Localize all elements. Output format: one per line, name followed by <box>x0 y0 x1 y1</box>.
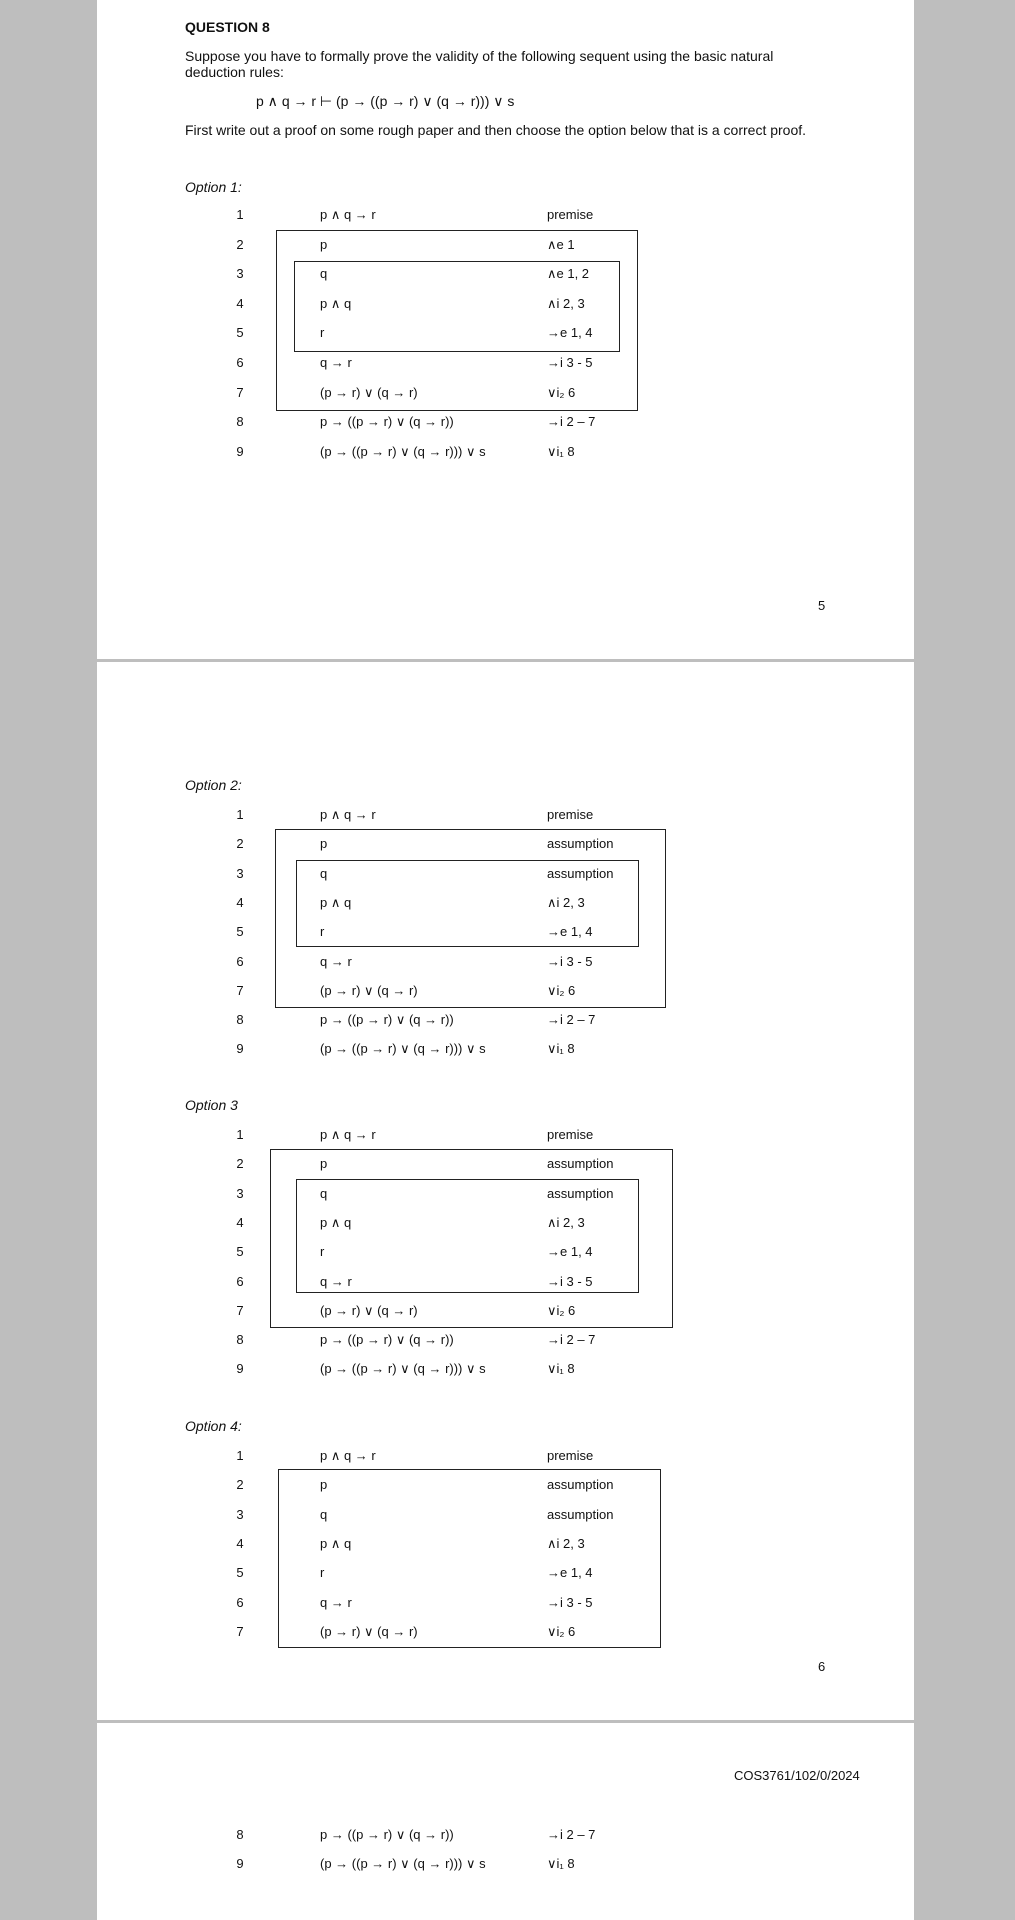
option4-rule: assumption <box>547 1506 614 1522</box>
option4-rule: ∧i 2, 3 <box>547 1535 585 1551</box>
option1-rule: ∨i₁ 8 <box>547 443 575 459</box>
option3-line-number: 5 <box>236 1244 244 1260</box>
option2-line-number: 5 <box>236 924 244 940</box>
option4-line-number: 7 <box>236 1623 244 1639</box>
option1-rule: →i 2 – 7 <box>547 414 596 430</box>
option-3-label: Option 3 <box>185 1097 238 1113</box>
option3-formula: q → r <box>320 1273 352 1289</box>
option4-formula: (p → r) ∨ (q → r) <box>320 1623 418 1639</box>
option4_cont-rule: ∨i₁ 8 <box>547 1856 575 1872</box>
option2-formula: p ∧ q <box>320 894 352 910</box>
option2-formula: q <box>320 865 328 881</box>
page-number: 5 <box>818 598 826 613</box>
option3-line-number: 8 <box>236 1332 244 1348</box>
option1-line-number: 3 <box>236 266 244 282</box>
option2-rule: assumption <box>547 836 614 852</box>
option2-rule: premise <box>547 807 594 822</box>
option2-line-number: 2 <box>236 836 244 852</box>
option1-line-number: 4 <box>236 295 244 311</box>
option1-formula: (p → ((p → r) ∨ (q → r))) ∨ s <box>320 443 486 459</box>
document-code: COS3761/102/0/2024 <box>734 1768 860 1783</box>
option2-rule: ∨i₁ 8 <box>547 1041 575 1057</box>
option3-line-number: 3 <box>236 1185 244 1201</box>
sequent: p ∧ q → r ⊢ (p → ((p → r) ∨ (q → r))) ∨ s <box>256 93 515 109</box>
option1-line-number: 8 <box>236 414 244 430</box>
option2-rule: →i 2 – 7 <box>547 1012 596 1028</box>
option4-formula: p ∧ q <box>320 1535 352 1551</box>
option2-line-number: 1 <box>236 807 244 822</box>
option4-rule: premise <box>547 1448 594 1463</box>
option3-rule: assumption <box>547 1156 614 1172</box>
option3-rule: →i 3 - 5 <box>547 1273 593 1289</box>
option-4-label: Option 4: <box>185 1418 242 1434</box>
option4-line-number: 6 <box>236 1594 244 1610</box>
option3-line-number: 7 <box>236 1302 244 1318</box>
option2-line-number: 6 <box>236 953 244 969</box>
option3-formula: p → ((p → r) ∨ (q → r)) <box>320 1332 454 1348</box>
option1-formula: p ∧ q → r <box>320 207 376 222</box>
option1-line-number: 1 <box>236 207 244 222</box>
option2-rule: →i 3 - 5 <box>547 953 593 969</box>
option4-formula: q → r <box>320 1594 352 1610</box>
option-2-label: Option 2: <box>185 777 242 793</box>
option2-line-number: 9 <box>236 1041 244 1057</box>
option4-rule: →i 3 - 5 <box>547 1594 593 1610</box>
option1-rule: ∧i 2, 3 <box>547 295 585 311</box>
option1-formula: r <box>320 325 325 341</box>
option1-line-number: 6 <box>236 355 244 370</box>
option4-rule: assumption <box>547 1477 614 1493</box>
option1-line-number: 5 <box>236 325 244 341</box>
instruction: First write out a proof on some rough paper and then choose the option below that is a correct proof. <box>185 122 807 138</box>
option3-line-number: 9 <box>236 1361 244 1377</box>
page-2 <box>97 662 914 1720</box>
option1-formula: p → ((p → r) ∨ (q → r)) <box>320 414 454 430</box>
option1-rule: ∧e 1 <box>547 236 575 252</box>
option2-formula: p ∧ q → r <box>320 807 376 822</box>
option1-line-number: 7 <box>236 384 244 400</box>
option4-rule: ∨i₂ 6 <box>547 1623 576 1639</box>
option4_cont-formula: (p → ((p → r) ∨ (q → r))) ∨ s <box>320 1856 486 1872</box>
option3-formula: (p → ((p → r) ∨ (q → r))) ∨ s <box>320 1361 486 1377</box>
option3-rule: ∨i₁ 8 <box>547 1361 575 1377</box>
option2-formula: q → r <box>320 953 352 969</box>
option2-rule: ∨i₂ 6 <box>547 982 576 998</box>
option1-rule: →i 3 - 5 <box>547 355 593 370</box>
page-1 <box>97 0 914 659</box>
option4-line-number: 4 <box>236 1535 244 1551</box>
option2-rule: ∧i 2, 3 <box>547 894 585 910</box>
option1-formula: (p → r) ∨ (q → r) <box>320 384 418 400</box>
option4_cont-rule: →i 2 – 7 <box>547 1827 596 1842</box>
option4-line-number: 3 <box>236 1506 244 1522</box>
option2-rule: assumption <box>547 865 614 881</box>
page-number: 6 <box>818 1659 826 1674</box>
option1-rule: ∨i₂ 6 <box>547 384 576 400</box>
option2-formula: p <box>320 836 328 852</box>
option3-rule: premise <box>547 1127 594 1142</box>
option3-line-number: 2 <box>236 1156 244 1172</box>
option4-line-number: 1 <box>236 1448 244 1463</box>
option2-formula: (p → ((p → r) ∨ (q → r))) ∨ s <box>320 1041 486 1057</box>
option4-formula: q <box>320 1506 328 1522</box>
option2-line-number: 7 <box>236 982 244 998</box>
option2-formula: p → ((p → r) ∨ (q → r)) <box>320 1012 454 1028</box>
option-4-box <box>278 1469 661 1648</box>
option1-line-number: 2 <box>236 236 244 252</box>
option3-line-number: 1 <box>236 1127 244 1142</box>
option3-line-number: 4 <box>236 1214 244 1230</box>
option2-line-number: 4 <box>236 894 244 910</box>
option2-formula: (p → r) ∨ (q → r) <box>320 982 418 998</box>
option3-formula: p ∧ q → r <box>320 1127 376 1142</box>
option4-formula: r <box>320 1565 325 1581</box>
page-3 <box>97 1723 914 1920</box>
option3-rule: →e 1, 4 <box>547 1244 593 1260</box>
option2-rule: →e 1, 4 <box>547 924 593 940</box>
option1-formula: p <box>320 236 328 252</box>
option3-rule: ∨i₂ 6 <box>547 1302 576 1318</box>
option4_cont-line-number: 9 <box>236 1856 244 1872</box>
question-prompt: Suppose you have to formally prove the validity of the following sequent using the basic natural deduction rules: <box>185 48 774 80</box>
option3-formula: p ∧ q <box>320 1214 352 1230</box>
option1-rule: ∧e 1, 2 <box>547 266 590 282</box>
option2-line-number: 8 <box>236 1012 244 1028</box>
option1-formula: q → r <box>320 355 352 370</box>
option4-line-number: 2 <box>236 1477 244 1493</box>
option1-line-number: 9 <box>236 443 244 459</box>
option1-formula: q <box>320 266 328 282</box>
option-1-label: Option 1: <box>185 179 242 195</box>
option3-formula: q <box>320 1185 328 1201</box>
option1-rule: →e 1, 4 <box>547 325 593 341</box>
option3-rule: assumption <box>547 1185 614 1201</box>
option3-rule: →i 2 – 7 <box>547 1332 596 1348</box>
option3-formula: (p → r) ∨ (q → r) <box>320 1302 418 1318</box>
option1-rule: premise <box>547 207 594 222</box>
option4_cont-line-number: 8 <box>236 1827 244 1842</box>
option1-formula: p ∧ q <box>320 295 352 311</box>
option4-formula: p ∧ q → r <box>320 1448 376 1463</box>
option2-line-number: 3 <box>236 865 244 881</box>
option3-formula: p <box>320 1156 328 1172</box>
question-title: QUESTION 8 <box>185 19 270 35</box>
option2-formula: r <box>320 924 325 940</box>
option4_cont-formula: p → ((p → r) ∨ (q → r)) <box>320 1827 454 1842</box>
option4-rule: →e 1, 4 <box>547 1565 593 1581</box>
option4-line-number: 5 <box>236 1565 244 1581</box>
option4-formula: p <box>320 1477 328 1493</box>
option3-rule: ∧i 2, 3 <box>547 1214 585 1230</box>
option3-formula: r <box>320 1244 325 1260</box>
option3-line-number: 6 <box>236 1273 244 1289</box>
